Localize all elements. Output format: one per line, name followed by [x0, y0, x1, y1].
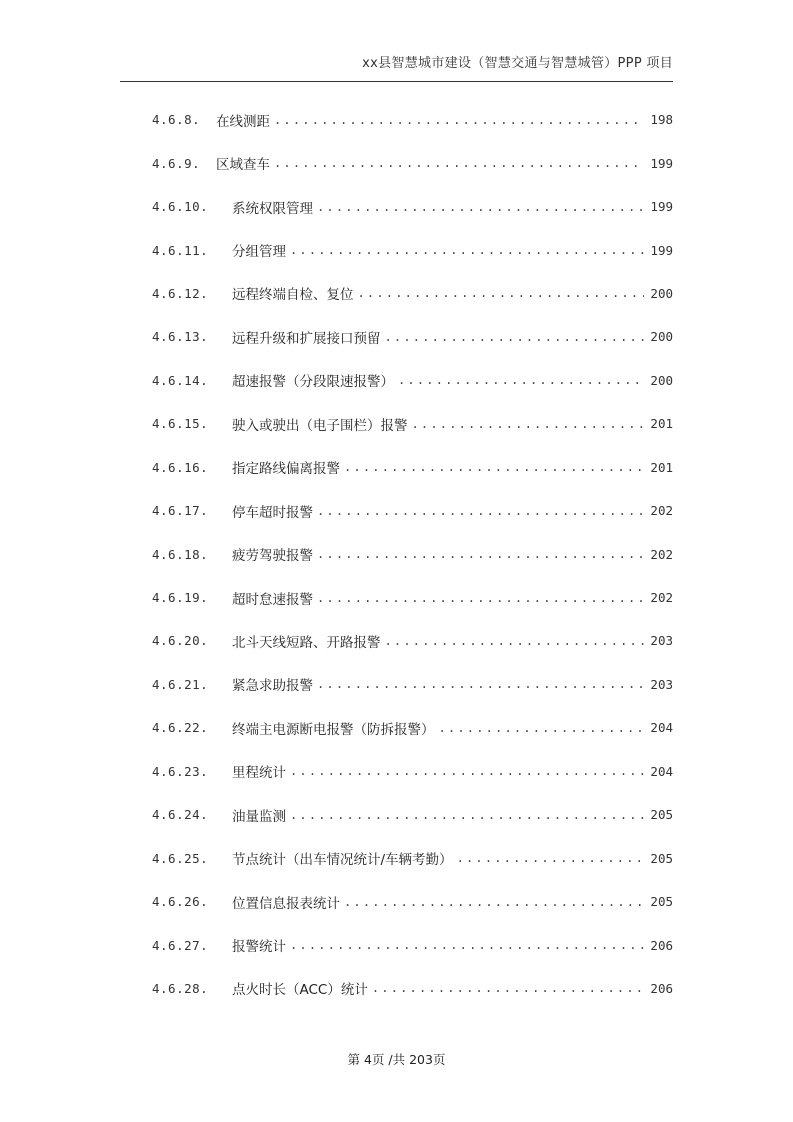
toc-leader-dots: [290, 939, 644, 951]
page-footer: 第 4页 /共 203页: [347, 1052, 446, 1067]
toc-entry-number: 4.6.9.: [152, 155, 201, 171]
toc-entry-number: 4.6.19.: [152, 590, 209, 606]
toc-entry[interactable]: [152, 489, 673, 532]
toc-entry[interactable]: [152, 750, 673, 793]
toc-entry-title: 远程升级和扩展接口预留: [232, 330, 381, 347]
toc-entry[interactable]: [152, 532, 673, 575]
toc-entry-number: 4.6.18.: [152, 546, 209, 562]
toc-entry[interactable]: [152, 98, 673, 141]
toc-entry-page: 206: [650, 980, 673, 996]
toc-entry-number: 4.6.22.: [152, 720, 209, 736]
toc-entry-title: 紧急求助报警: [232, 678, 313, 695]
toc-entry-page: 198: [650, 112, 673, 128]
toc-entry[interactable]: [152, 923, 673, 966]
toc-entry-number: 4.6.24.: [152, 807, 209, 823]
toc-entry-number: 4.6.11.: [152, 242, 209, 258]
toc-leader-dots: [385, 331, 645, 343]
toc-entry-title: 超速报警（分段限速报警）: [232, 374, 394, 391]
toc-entry-page: 199: [650, 199, 673, 215]
toc-entry-title: 在线测距: [216, 113, 270, 130]
toc-entry-title: 系统权限管理: [232, 200, 313, 217]
toc-entry-title: 北斗天线短路、开路报警: [232, 634, 381, 651]
toc-entry-page: 202: [650, 590, 673, 606]
toc-entry-number: 4.6.10.: [152, 199, 209, 215]
toc-entry-title: 区域查车: [216, 157, 270, 174]
toc-entry-number: 4.6.25.: [152, 850, 209, 866]
toc-entry[interactable]: [152, 576, 673, 619]
toc-entry[interactable]: [152, 706, 673, 749]
toc-entry-number: 4.6.13.: [152, 329, 209, 345]
toc-entry[interactable]: [152, 836, 673, 879]
toc-entry-page: 205: [650, 850, 673, 866]
toc-leader-dots: [317, 548, 644, 560]
toc-entry-page: 199: [650, 242, 673, 258]
toc-entry-title: 超时怠速报警: [232, 591, 313, 608]
toc-entry-number: 4.6.23.: [152, 763, 209, 779]
toc-entry-title: 里程统计: [232, 765, 286, 782]
toc-leader-dots: [290, 244, 644, 256]
toc-entry[interactable]: [152, 402, 673, 445]
toc-leader-dots: [290, 765, 644, 777]
toc-entry-title: 分组管理: [232, 244, 286, 261]
toc-leader-dots: [385, 635, 645, 647]
toc-entry-page: 203: [650, 633, 673, 649]
toc-entry-number: 4.6.16.: [152, 459, 209, 475]
toc-leader-dots: [274, 114, 644, 126]
toc-entry-page: 205: [650, 894, 673, 910]
toc-leader-dots: [372, 982, 645, 994]
toc-entry-page: 202: [650, 503, 673, 519]
toc-entry-page: 205: [650, 807, 673, 823]
toc-entry-page: 204: [650, 720, 673, 736]
toc-entry-number: 4.6.20.: [152, 633, 209, 649]
toc-leader-dots: [457, 852, 645, 864]
toc-entry[interactable]: [152, 228, 673, 271]
toc-entry-title: 终端主电源断电报警（防拆报警）: [232, 721, 435, 738]
toc-entry-page: 200: [650, 285, 673, 301]
toc-entry[interactable]: [152, 967, 673, 1010]
toc-entry-number: 4.6.14.: [152, 372, 209, 388]
toc-entry-title: 点火时长（ACC）统计: [232, 982, 368, 999]
toc-leader-dots: [317, 592, 644, 604]
toc-entry-title: 远程终端自检、复位: [232, 287, 354, 304]
toc-leader-dots: [398, 374, 644, 386]
toc-entry-page: 200: [650, 329, 673, 345]
toc-entry-title: 驶入或驶出（电子围栏）报警: [232, 417, 408, 434]
toc-entry-number: 4.6.12.: [152, 285, 209, 301]
toc-entry[interactable]: [152, 359, 673, 402]
toc-entry-page: 201: [650, 416, 673, 432]
table-of-contents: [152, 98, 673, 1010]
toc-leader-dots: [274, 157, 644, 169]
toc-leader-dots: [412, 418, 645, 430]
toc-entry-number: 4.6.27.: [152, 937, 209, 953]
toc-entry-title: 疲劳驾驶报警: [232, 548, 313, 565]
toc-leader-dots: [439, 722, 645, 734]
toc-entry-number: 4.6.21.: [152, 676, 209, 692]
toc-entry-title: 指定路线偏离报警: [232, 461, 340, 478]
toc-entry-number: 4.6.28.: [152, 980, 209, 996]
toc-entry-number: 4.6.15.: [152, 416, 209, 432]
toc-leader-dots: [358, 287, 645, 299]
toc-entry[interactable]: [152, 185, 673, 228]
toc-leader-dots: [344, 896, 644, 908]
toc-entry-title: 节点统计（出车情况统计/车辆考勤）: [232, 852, 453, 869]
toc-entry[interactable]: [152, 793, 673, 836]
toc-entry[interactable]: [152, 663, 673, 706]
toc-entry[interactable]: [152, 315, 673, 358]
toc-entry[interactable]: [152, 446, 673, 489]
toc-entry-title: 油量监测: [232, 808, 286, 825]
toc-entry-number: 4.6.8.: [152, 112, 201, 128]
toc-entry-title: 报警统计: [232, 939, 286, 956]
toc-entry[interactable]: [152, 272, 673, 315]
toc-entry-page: 204: [650, 763, 673, 779]
page-header: xx县智慧城市建设（智慧交通与智慧城管）PPP 项目: [362, 56, 673, 71]
toc-entry-title: 停车超时报警: [232, 504, 313, 521]
toc-leader-dots: [344, 461, 644, 473]
toc-entry-page: 202: [650, 546, 673, 562]
toc-entry-page: 206: [650, 937, 673, 953]
toc-entry[interactable]: [152, 880, 673, 923]
toc-entry-title: 位置信息报表统计: [232, 895, 340, 912]
toc-leader-dots: [317, 505, 644, 517]
toc-leader-dots: [290, 809, 644, 821]
toc-leader-dots: [317, 678, 644, 690]
toc-leader-dots: [317, 201, 644, 213]
toc-entry[interactable]: [152, 619, 673, 662]
toc-entry-number: 4.6.17.: [152, 503, 209, 519]
toc-entry-page: 199: [650, 155, 673, 171]
toc-entry-page: 201: [650, 459, 673, 475]
toc-entry[interactable]: [152, 141, 673, 184]
toc-entry-page: 203: [650, 676, 673, 692]
toc-entry-number: 4.6.26.: [152, 894, 209, 910]
header-rule: [120, 81, 673, 82]
toc-entry-page: 200: [650, 372, 673, 388]
